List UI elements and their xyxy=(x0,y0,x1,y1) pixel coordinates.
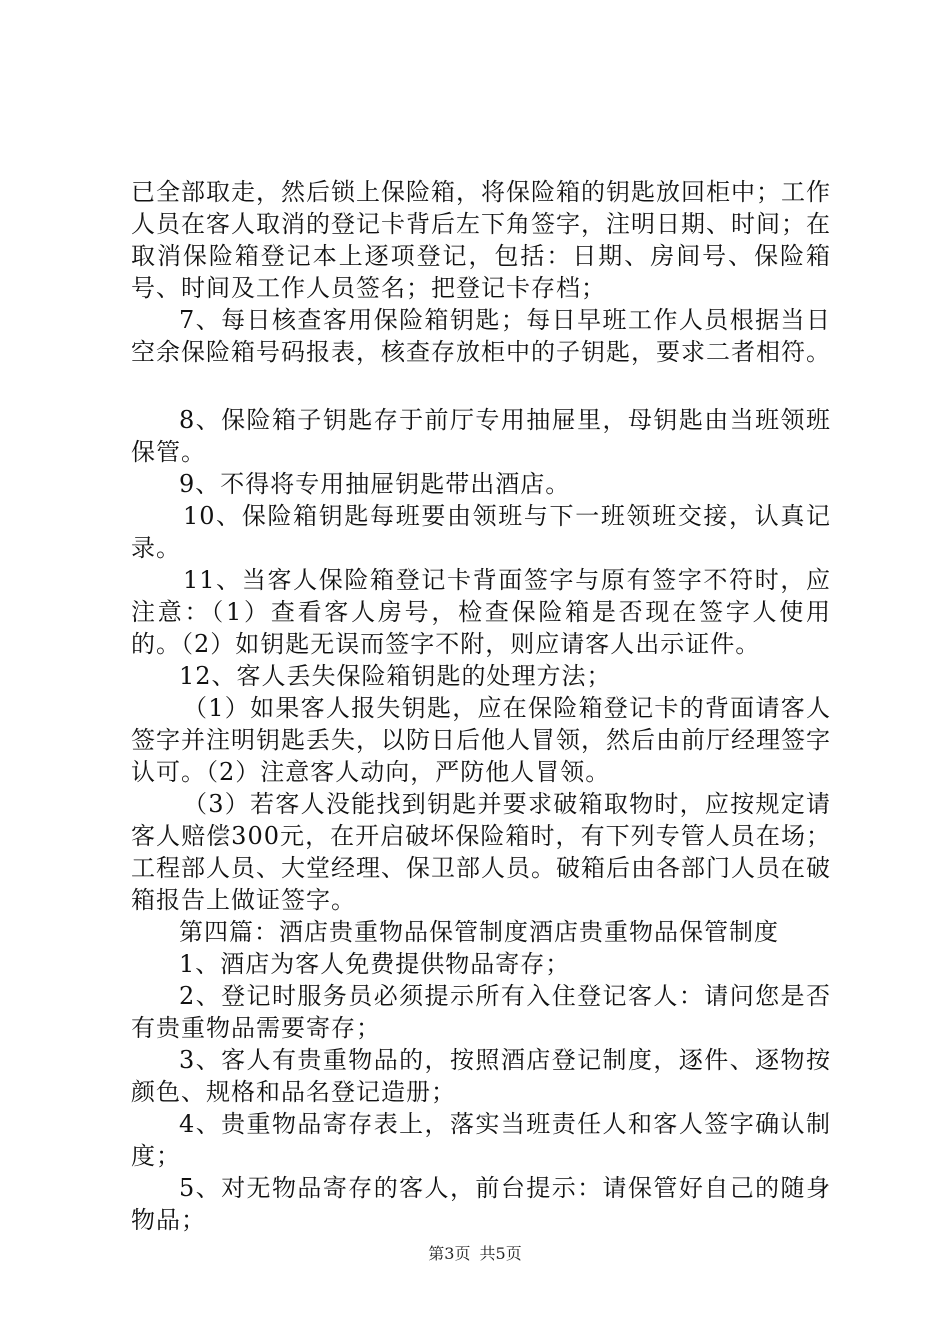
section-heading: 第四篇：酒店贵重物品保管制度酒店贵重物品保管制度 xyxy=(179,918,779,946)
page-total: 共5页 xyxy=(479,1244,522,1263)
paragraph-item-7: 7、每日核查客用保险箱钥匙；每日早班工作人员根据当日空余保险箱号码报表，核查存放柜中的子钥匙，要求二者相符。 xyxy=(131,306,831,366)
document-body xyxy=(131,176,831,1236)
paragraph-item-12-sub-3: （3）若客人没能找到钥匙并要求破箱取物时，应按规定请客人赔偿300元，在开启破坏保险箱时，有下列专管人员在场；工程部人员、大堂经理、保卫部人员。破箱后由各部门人员在破箱报告上做证签字。 xyxy=(131,790,831,914)
paragraph-item-2: 2、登记时服务员必须提示所有入住登记客人：请问您是否有贵重物品需要寄存； xyxy=(131,982,831,1042)
paragraph-item-3: 3、客人有贵重物品的，按照酒店登记制度，逐件、逐物按颜色、规格和品名登记造册； xyxy=(131,1046,831,1106)
paragraph-item-11: 11、当客人保险箱登记卡背面签字与原有签字不符时，应注意：（1）查看客人房号，检查保险箱是否现在签字人使用的。（2）如钥匙无误而签字不附，则应请客人出示证件。 xyxy=(131,566,831,658)
paragraph-item-12-sub-1: （1）如果客人报失钥匙，应在保险箱登记卡的背面请客人签字并注明钥匙丢失，以防日后他人冒领，然后由前厅经理签字认可。（2）注意客人动向，严防他人冒领。 xyxy=(131,694,831,786)
paragraph-item-9: 9、不得将专用抽屉钥匙带出酒店。 xyxy=(179,470,571,498)
paragraph-continuation: 已全部取走，然后锁上保险箱，将保险箱的钥匙放回柜中；工作人员在客人取消的登记卡背后左下角签字，注明日期、时间；在取消保险箱登记本上逐项登记，包括：日期、房间号、保险箱号、时间及工作人员签名；把登记卡存档； xyxy=(131,178,831,302)
paragraph-item-8: 8、保险箱子钥匙存于前厅专用抽屉里，母钥匙由当班领班保管。 xyxy=(131,406,831,466)
paragraph-item-4: 4、贵重物品寄存表上，落实当班责任人和客人签字确认制度； xyxy=(131,1110,831,1170)
paragraph-item-10: 10、保险箱钥匙每班要由领班与下一班领班交接，认真记录。 xyxy=(131,502,831,562)
page-footer xyxy=(0,1244,950,1264)
paragraph-item-5: 5、对无物品寄存的客人，前台提示：请保管好自己的随身物品； xyxy=(131,1174,831,1234)
paragraph-item-12: 12、客人丢失保险箱钥匙的处理方法； xyxy=(179,662,612,690)
paragraph-item-1: 1、酒店为客人免费提供物品寄存； xyxy=(179,950,571,978)
page-number: 第3页 xyxy=(428,1244,471,1263)
